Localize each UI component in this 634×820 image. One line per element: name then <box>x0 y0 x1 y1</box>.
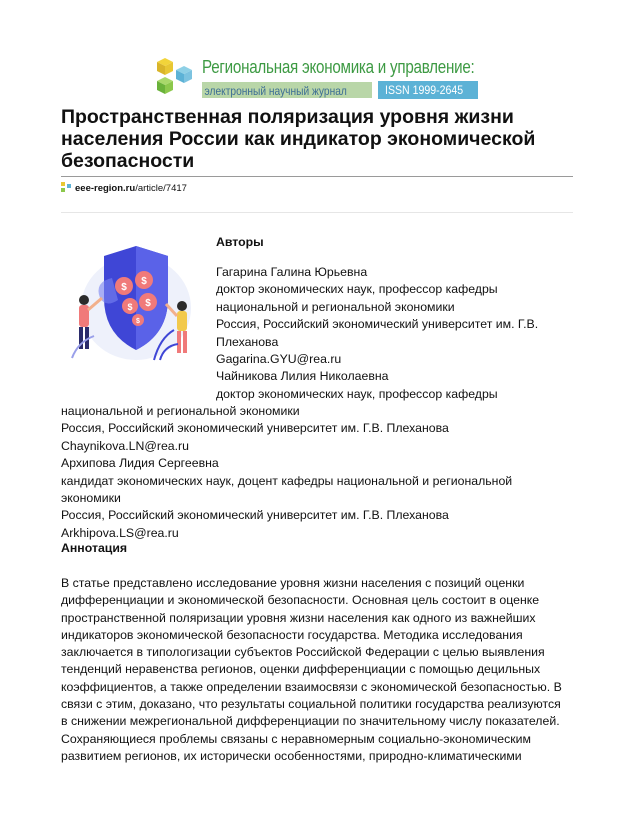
abstract-line: коэффициентов, а также определении взаимосвязи с экономической безопасностью. В <box>61 679 562 694</box>
abstract-line: пространственной поляризации уровня жизни населения как одного из важнейших <box>61 610 536 625</box>
author-line: Россия, Российский экономический университет им. Г.В. <box>216 317 539 332</box>
author-line: национальной и региональной экономики <box>216 299 455 314</box>
cubes-logo-icon <box>154 56 196 98</box>
svg-text:$: $ <box>136 318 140 325</box>
annotation-heading: Аннотация <box>61 541 128 555</box>
abstract-line: связи с этим, доказано, что результаты социальной политики государства реализуются <box>61 697 561 712</box>
site-cubes-icon <box>61 182 72 193</box>
author-line: Россия, Российский экономический университет им. Г.В. Плеханова <box>61 421 449 436</box>
author-line: Архипова Лидия Сергеевна <box>61 456 219 471</box>
journal-name: Региональная экономика и управление: <box>202 56 475 77</box>
author-line: доктор экономических наук, профессор кафедры <box>216 282 498 297</box>
abstract-line: тенденций неравенства регионов, оценки дифференциации с помощью децильных <box>61 662 541 677</box>
abstract-line: развитием регионов, их исторически особенностями, природно-климатическими <box>61 748 522 763</box>
article-title: Пространственная поляризация уровня жизни населения России как индикатор экономической безопасности <box>61 106 536 172</box>
link-domain[interactable]: eee-region.ru <box>75 183 136 194</box>
article-link[interactable] <box>61 182 187 194</box>
author-line: Плеханова <box>216 334 279 349</box>
issn-band <box>378 81 478 99</box>
svg-text:$: $ <box>121 282 127 293</box>
authors-block-right <box>216 264 566 403</box>
journal-subtitle-band <box>202 82 372 98</box>
author-line: Россия, Российский экономический университет им. Г.В. Плеханова <box>61 508 449 523</box>
author-line: Чайникова Лилия Николаевна <box>216 369 389 384</box>
issn-label: ISSN 1999-2645 <box>385 83 464 97</box>
journal-subtitle: электронный научный журнал <box>204 84 347 98</box>
svg-text:$: $ <box>145 298 151 309</box>
author-line: доктор экономических наук, профессор кафедры <box>216 386 498 401</box>
abstract-line: заключается в типологизации субъектов Российской Федерации с целью выявления <box>61 645 545 660</box>
authors-heading: Авторы <box>216 235 264 249</box>
abstract-line: в снижении межрегиональной дифференциации по значительному числу показателей. <box>61 714 560 729</box>
abstract-line: индикаторов экономической безопасности государства. Методика исследования <box>61 627 523 642</box>
link-path[interactable]: /article/7417 <box>135 183 187 194</box>
abstract-line: Сохраняющиеся проблемы связаны с неравномерным социально-экономическим <box>61 731 531 746</box>
author-line: кандидат экономических наук, доцент кафедры национальной и региональной <box>61 473 513 488</box>
title-divider <box>61 176 573 177</box>
abstract-line: В статье представлено исследование уровня жизни населения с позиций оценки <box>61 576 525 590</box>
author-email: Arkhipova.LS@rea.ru <box>61 525 179 540</box>
author-email: Chaynikova.LN@rea.ru <box>61 438 189 453</box>
svg-text:$: $ <box>141 276 147 287</box>
author-line: Гагарина Галина Юрьевна <box>216 265 368 279</box>
author-email: Gagarina.GYU@rea.ru <box>216 352 342 367</box>
abstract-text <box>61 575 581 765</box>
svg-text:$: $ <box>127 302 133 312</box>
link-divider <box>61 212 573 213</box>
journal-logo <box>154 56 484 98</box>
security-shield-illustration <box>64 238 204 373</box>
author-line: экономики <box>61 491 121 506</box>
author-line: национальной и региональной экономики <box>61 404 300 418</box>
abstract-line: дифференциации и экономической безопасности. Основная цель состоит в оценке <box>61 593 540 608</box>
authors-block-left <box>61 403 581 542</box>
